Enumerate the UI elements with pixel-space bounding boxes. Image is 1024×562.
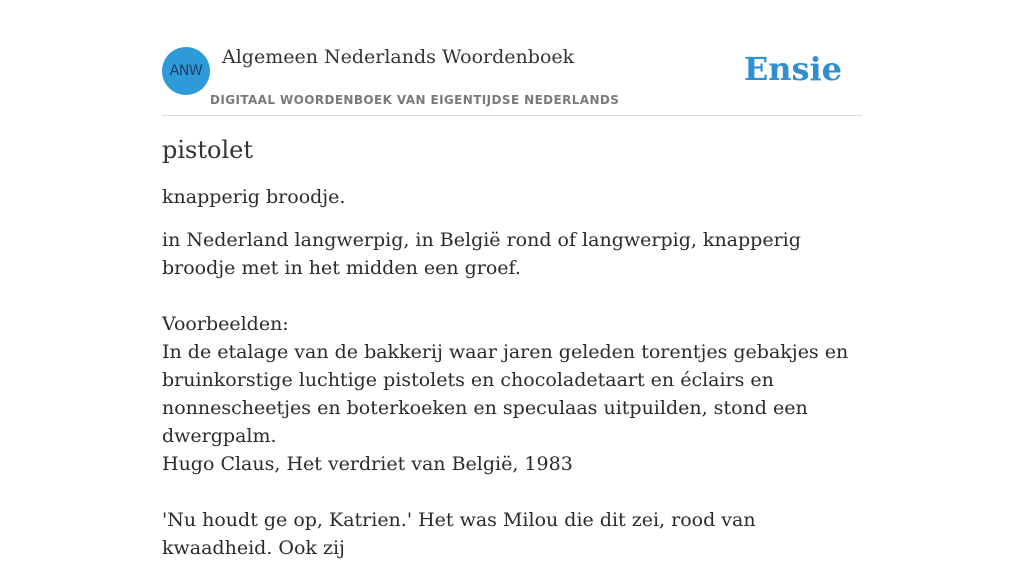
- example-text: In de etalage van de bakkerij waar jaren geleden torentjes gebakjes en bruinkorstige luchtige pistolets en chocoladetaart en éclairs en nonnescheetjes en boterkoeken en speculaas uitpuilden, stond een dwergpalm.: [162, 341, 849, 447]
- example-source: Hugo Claus, Het verdriet van België, 1983: [162, 453, 573, 475]
- headword: pistolet: [162, 136, 253, 164]
- examples-label: Voorbeelden:: [162, 313, 289, 335]
- logo-text: ANW: [169, 63, 203, 79]
- site-title[interactable]: Algemeen Nederlands Woordenboek: [222, 46, 575, 68]
- anw-logo[interactable]: [162, 47, 210, 95]
- example-text: 'Nu houdt ge op, Katrien.' Het was Milou die dit zei, rood van kwaadheid. Ook zij: [162, 509, 756, 559]
- header-divider: [162, 115, 862, 116]
- entry-content: [162, 136, 862, 562]
- short-definition: knapperig broodje.: [162, 186, 346, 208]
- site-subtitle: DIGITAAL WOORDENBOEK VAN EIGENTIJDSE NEDERLANDS: [210, 93, 620, 107]
- long-definition: in Nederland langwerpig, in België rond of langwerpig, knapperig broodje met in het midden een groef.: [162, 229, 801, 279]
- ensie-logo-link[interactable]: Ensie: [743, 50, 842, 88]
